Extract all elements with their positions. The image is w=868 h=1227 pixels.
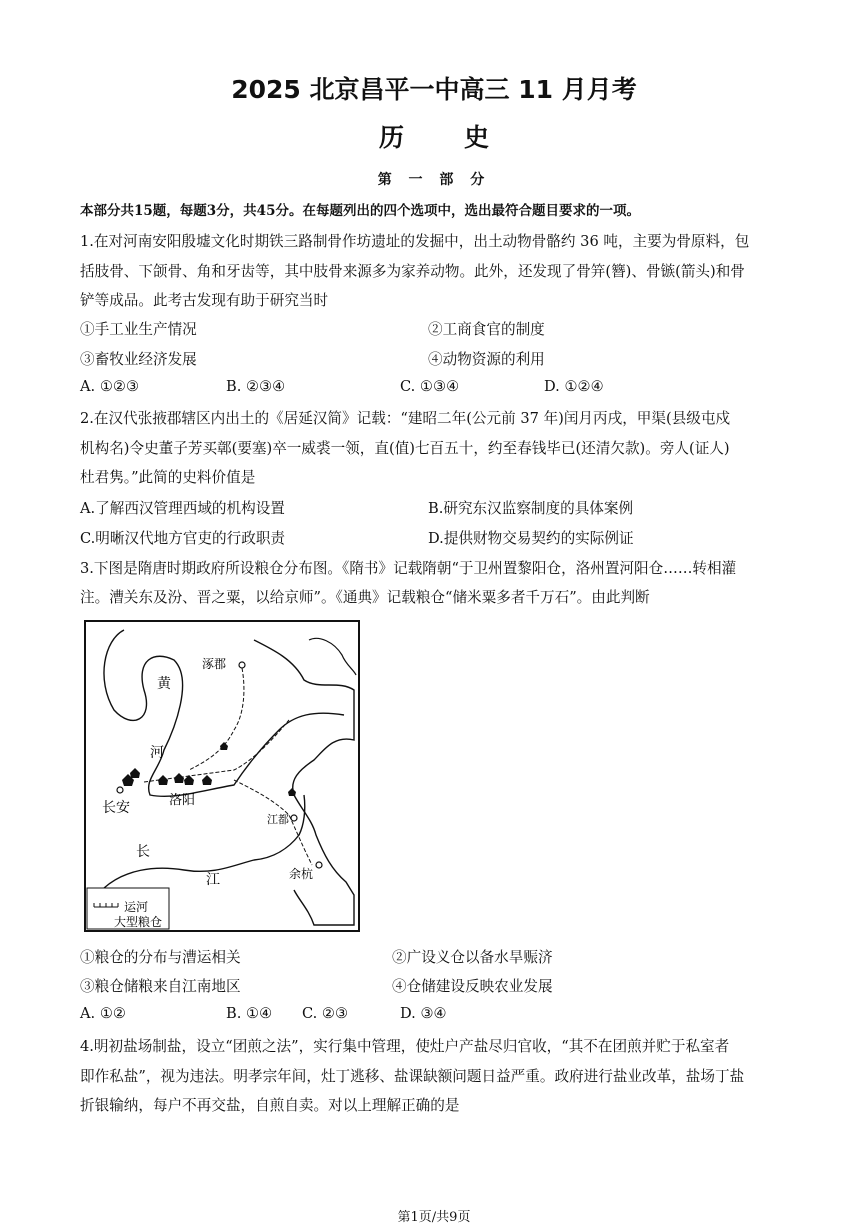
map-label-luoyang: 洛阳 xyxy=(169,793,196,808)
q1-item-2: ②工商食官的制度 xyxy=(428,321,545,338)
q3-item-1: ①粮仓的分布与漕运相关 xyxy=(80,949,241,966)
page-number: 第1页/共9页 xyxy=(397,1210,471,1225)
map-label-river-chang: 长 xyxy=(136,844,150,860)
q1-item-1: ①手工业生产情况 xyxy=(80,321,197,338)
map-label-zhuojun: 涿郡 xyxy=(202,657,227,671)
q1-stem-line-1: 1.在对河南安阳殷墟文化时期铁三路制骨作坊遗址的发掘中，出土动物骨骼约 36 吨，主要为骨原料，包 xyxy=(80,233,750,250)
q2-option-b[interactable]: B.研究东汉监察制度的具体案例 xyxy=(428,500,634,517)
q4-stem-line-3: 折银输纳，每户不再交盐，自煎自卖。对以上理解正确的是 xyxy=(80,1097,460,1114)
q1-option-a[interactable]: A. ①②③ xyxy=(80,378,140,395)
q1-stem-line-2: 括肢骨、下颌骨、角和牙齿等，其中肢骨来源多为家养动物。此外，还发现了骨笄(簪)、骨镞(箭头)和骨 xyxy=(80,263,745,280)
map-legend-granary: 大型粮仓 xyxy=(114,915,163,929)
map-label-changan: 长安 xyxy=(102,800,130,816)
q4-stem-line-2: 即作私盐”，视为违法。明孝宗年间，灶丁逃移、盐课缺额问题日益严重。政府进行盐业改革，盐场丁盐 xyxy=(80,1068,745,1085)
q1-option-b[interactable]: B. ②③④ xyxy=(226,378,286,395)
q4-stem-line-1: 4.明初盐场制盐，设立“团煎之法”，实行集中管理，使灶户产盐尽归官收，“其不在团煎并贮于私室者 xyxy=(80,1038,730,1055)
q3-option-c[interactable]: C. ②③ xyxy=(302,1005,349,1022)
map-label-yuhang: 余杭 xyxy=(289,867,314,881)
q1-item-3: ③畜牧业经济发展 xyxy=(80,351,197,368)
part-heading: 第 一 部 分 xyxy=(377,172,491,188)
subject-title: 历史 xyxy=(378,123,549,152)
section-instruction: 本部分共15题，每题3分，共45分。在每题列出的四个选项中，选出最符合题目要求的一项。 xyxy=(80,203,640,219)
q2-option-d[interactable]: D.提供财物交易契约的实际例证 xyxy=(428,530,634,547)
q1-item-4: ④动物资源的利用 xyxy=(428,351,545,368)
granary-distribution-map xyxy=(84,620,360,932)
q3-item-4: ④仓储建设反映农业发展 xyxy=(392,978,553,995)
q2-option-c[interactable]: C.明晰汉代地方官吏的行政职责 xyxy=(80,530,286,547)
map-label-river-jiang: 江 xyxy=(206,872,220,888)
q3-item-3: ③粮仓储粮来自江南地区 xyxy=(80,978,241,995)
q2-stem-line-3: 杜君隽。”此简的史料价值是 xyxy=(80,469,256,486)
q2-stem-line-2: 机构名)令史董子芳买鄣(要塞)卒一威裘一领，直(值)七百五十，约至春钱毕已(还清欠款)。旁人(证人) xyxy=(80,440,730,457)
q2-option-a[interactable]: A.了解西汉管理西域的机构设置 xyxy=(80,500,285,517)
exam-title: 2025 北京昌平一中高三 11 月月考 xyxy=(231,75,637,104)
q3-stem-line-1: 3.下图是隋唐时期政府所设粮仓分布图。《隋书》记载隋朝“于卫州置黎阳仓，洛州置河阳仓……转相灌 xyxy=(80,560,737,577)
q3-item-2: ②广设义仓以备水旱赈济 xyxy=(392,949,553,966)
q1-option-d[interactable]: D. ①②④ xyxy=(544,378,604,395)
map-label-river-huang: 黄 xyxy=(157,676,171,692)
q3-option-b[interactable]: B. ①④ xyxy=(226,1005,273,1022)
map-label-jiangdu: 江都 xyxy=(267,813,289,826)
map-legend-canal: 运河 xyxy=(124,900,149,914)
map-label-river-he: 河 xyxy=(150,745,164,761)
q3-option-d[interactable]: D. ③④ xyxy=(400,1005,447,1022)
q3-option-a[interactable]: A. ①② xyxy=(80,1005,126,1022)
q2-stem-line-1: 2.在汉代张掖郡辖区内出土的《居延汉简》记载：“建昭二年(公元前 37 年)闰月丙戌，甲渠(县级屯戍 xyxy=(80,410,731,427)
q1-stem-line-3: 铲等成品。此考古发现有助于研究当时 xyxy=(80,292,329,309)
q1-option-c[interactable]: C. ①③④ xyxy=(400,378,460,395)
q3-stem-line-2: 注。漕关东及汾、晋之粟，以给京师”。《通典》记载粮仓“储米粟多者千万石”。由此判断 xyxy=(80,589,650,606)
